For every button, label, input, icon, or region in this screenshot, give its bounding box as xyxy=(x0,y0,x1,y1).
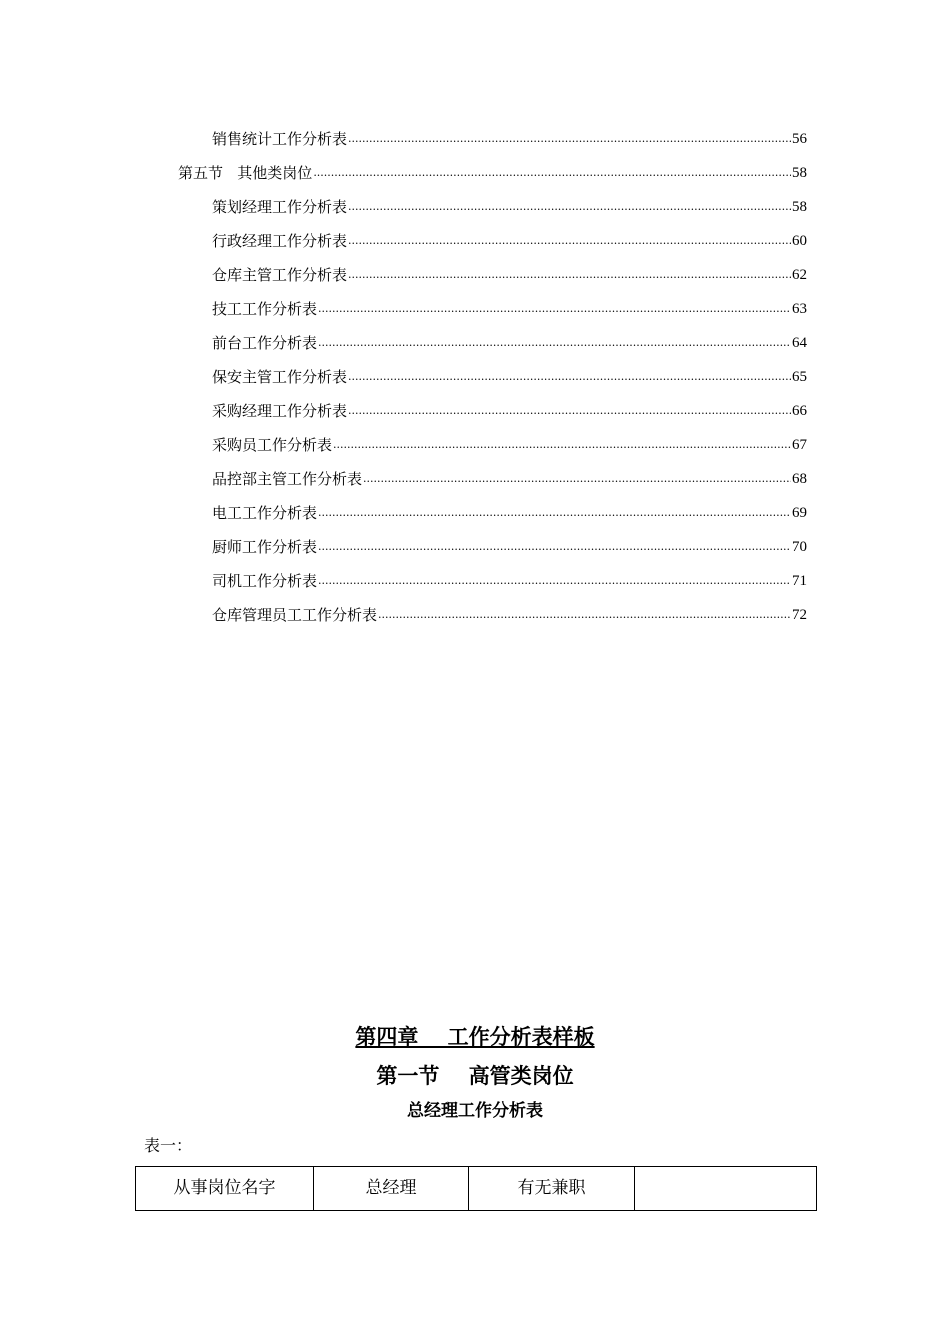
toc-entry-page: 67 xyxy=(792,437,807,453)
toc-entry[interactable] xyxy=(212,396,807,420)
toc-entry-page: 58 xyxy=(792,199,807,215)
toc-entry-page: 60 xyxy=(792,233,807,249)
toc-entry-page: 71 xyxy=(792,573,807,589)
toc-entry[interactable] xyxy=(178,158,807,182)
toc-entry-label: 第五节 其他类岗位 xyxy=(178,164,313,182)
toc-entry[interactable] xyxy=(212,328,807,352)
cell-parttime-value[interactable] xyxy=(635,1167,817,1211)
toc-entry[interactable] xyxy=(212,294,807,318)
toc-dot-leader xyxy=(318,504,791,522)
toc-entry-page: 69 xyxy=(792,505,807,521)
toc-entry-label: 技工工作分析表 xyxy=(212,300,318,318)
job-analysis-table xyxy=(135,1166,817,1211)
toc-dot-leader xyxy=(318,538,791,556)
toc-entry-label: 厨师工作分析表 xyxy=(212,538,318,556)
toc-entry[interactable] xyxy=(212,226,807,250)
toc-entry-page: 72 xyxy=(792,607,807,623)
toc-entry[interactable] xyxy=(212,192,807,216)
toc-entry-label: 保安主管工作分析表 xyxy=(212,368,348,386)
section-title: 第一节 高管类岗位 xyxy=(376,1064,574,1088)
toc-entry[interactable] xyxy=(212,464,807,488)
toc-dot-leader xyxy=(348,198,791,216)
toc-entry-page: 64 xyxy=(792,335,807,351)
chapter-title xyxy=(0,1022,950,1052)
toc-entry[interactable] xyxy=(212,498,807,522)
toc-entry-label: 品控部主管工作分析表 xyxy=(212,470,363,488)
toc-entry-label: 司机工作分析表 xyxy=(212,572,318,590)
toc-dot-leader xyxy=(313,164,791,182)
toc-entry-label: 采购员工作分析表 xyxy=(212,436,333,454)
toc-entry-page: 58 xyxy=(792,165,807,181)
toc-entry-page: 66 xyxy=(792,403,807,419)
toc-dot-leader xyxy=(318,334,791,352)
toc-entry[interactable] xyxy=(212,260,807,284)
toc-entry-label: 仓库管理员工工作分析表 xyxy=(212,606,378,624)
toc-entry-page: 68 xyxy=(792,471,807,487)
toc-entry-page: 63 xyxy=(792,301,807,317)
toc-entry-page: 65 xyxy=(792,369,807,385)
toc-entry[interactable] xyxy=(212,124,807,148)
toc-dot-leader xyxy=(318,572,791,590)
toc-entry-label: 销售统计工作分析表 xyxy=(212,130,348,148)
toc-dot-leader xyxy=(363,470,791,488)
toc-dot-leader xyxy=(318,300,791,318)
toc-entry-label: 策划经理工作分析表 xyxy=(212,198,348,216)
toc-dot-leader xyxy=(333,436,791,454)
toc-dot-leader xyxy=(348,402,791,420)
table-caption: 表一： xyxy=(144,1136,193,1155)
toc-entry-label: 前台工作分析表 xyxy=(212,334,318,352)
toc-entry-label: 仓库主管工作分析表 xyxy=(212,266,348,284)
toc-entry-label: 采购经理工作分析表 xyxy=(212,402,348,420)
toc-entry-page: 62 xyxy=(792,267,807,283)
table-title: 总经理工作分析表 xyxy=(407,1101,543,1121)
toc-entry[interactable] xyxy=(212,600,807,624)
toc-entry[interactable] xyxy=(212,532,807,556)
toc-entry-label: 电工工作分析表 xyxy=(212,504,318,522)
toc-entry[interactable] xyxy=(212,566,807,590)
toc-dot-leader xyxy=(348,130,791,148)
toc-entry-page: 56 xyxy=(792,131,807,147)
toc-dot-leader xyxy=(348,266,791,284)
toc-entry-label: 行政经理工作分析表 xyxy=(212,232,348,250)
toc-entry-page: 70 xyxy=(792,539,807,555)
cell-position-value[interactable]: 总经理 xyxy=(314,1167,469,1211)
toc-dot-leader xyxy=(378,606,791,624)
toc-dot-leader xyxy=(348,368,791,386)
cell-parttime-label: 有无兼职 xyxy=(469,1167,635,1211)
cell-position-label: 从事岗位名字 xyxy=(136,1167,314,1211)
table-row xyxy=(136,1167,817,1211)
toc-dot-leader xyxy=(348,232,791,250)
chapter-title-text: 第四章 工作分析表样板 xyxy=(355,1025,595,1049)
toc-entry[interactable] xyxy=(212,430,807,454)
toc-entry[interactable] xyxy=(212,362,807,386)
